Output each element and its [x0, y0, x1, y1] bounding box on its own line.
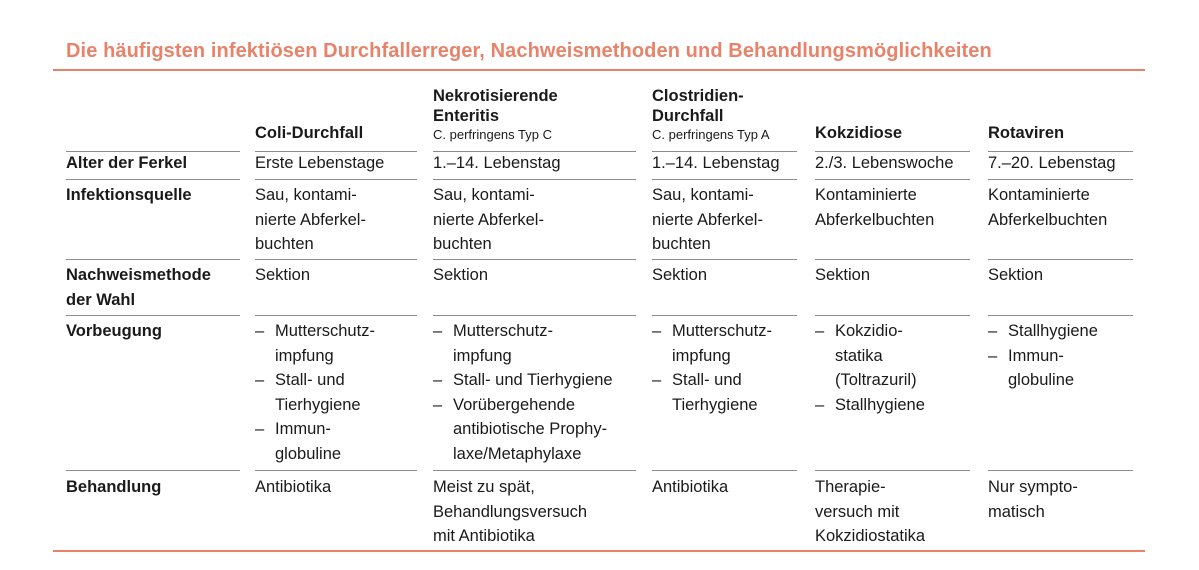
- row-label: Vorbeugung: [66, 322, 162, 340]
- column-header: [652, 86, 770, 144]
- bullet-list: [255, 319, 375, 466]
- table-cell: Kontaminierte Abferkelbuchten: [988, 186, 1108, 229]
- list-item: – Immun- globuline: [255, 417, 375, 466]
- list-item: – Stall- und Tierhygiene: [652, 368, 772, 417]
- table-title: Die häufigsten infektiösen Durchfallerreger, Nachweismethoden und Behandlungsmöglichkeiten: [66, 40, 992, 62]
- row-divider: [433, 470, 636, 471]
- table-cell: Kontaminierte Abferkelbuchten: [815, 186, 935, 229]
- bullet-list: [815, 319, 925, 417]
- row-divider: [815, 470, 970, 471]
- table-cell: Sau, kontami- nierte Abferkel- buchten: [433, 186, 544, 253]
- column-header: [433, 86, 558, 144]
- row-divider: [255, 315, 417, 316]
- column-header-subtitle: C. perfringens Typ A: [652, 127, 770, 142]
- column-header: [815, 123, 902, 143]
- table-cell: Sau, kontami- nierte Abferkel- buchten: [652, 186, 763, 253]
- table-cell: Antibiotika: [652, 478, 729, 496]
- row-label: Alter der Ferkel: [66, 154, 188, 172]
- bullet-list: [652, 319, 772, 417]
- row-divider: [815, 179, 970, 180]
- list-item: – Immun- globuline: [988, 344, 1098, 393]
- table-cell: 1.–14. Lebenstag: [652, 154, 780, 172]
- row-label: Infektionsquelle: [66, 186, 192, 204]
- table-cell: Sektion: [255, 266, 311, 284]
- list-item: – Stallhygiene: [815, 393, 925, 418]
- row-divider: [988, 470, 1133, 471]
- list-item: – Mutterschutz- impfung: [433, 319, 613, 368]
- column-header-name: Coli-Durchfall: [255, 124, 364, 142]
- row-divider: [652, 179, 797, 180]
- table-cell: Therapie- versuch mit Kokzidiostatika: [815, 478, 926, 545]
- table-cell: 7.–20. Lebenstag: [988, 154, 1116, 172]
- column-header-name: Nekrotisierende Enteritis: [433, 87, 558, 125]
- column-header: [255, 123, 363, 143]
- row-divider: [652, 259, 797, 260]
- list-item: – Mutterschutz- impfung: [652, 319, 772, 368]
- column-header-name: Clostridien- Durchfall: [652, 87, 744, 125]
- table-cell: Erste Lebenstage: [255, 154, 385, 172]
- row-divider: [433, 315, 636, 316]
- row-divider: [652, 315, 797, 316]
- list-item: – Vorübergehende antibiotische Prophy- laxe/Metaphylaxe: [433, 393, 613, 467]
- row-divider: [255, 179, 417, 180]
- column-header: [988, 123, 1064, 143]
- row-divider: [255, 470, 417, 471]
- column-header-subtitle: C. perfringens Typ C: [433, 127, 552, 142]
- list-item: – Stall- und Tierhygiene: [255, 368, 375, 417]
- row-label: Nachweismethode der Wahl: [66, 266, 211, 309]
- row-divider: [652, 470, 797, 471]
- column-header-name: Rotaviren: [988, 124, 1065, 142]
- row-divider: [988, 179, 1133, 180]
- list-item: – Kokzidio- statika (Toltrazuril): [815, 319, 925, 393]
- top-rule: [53, 69, 1145, 71]
- row-label: Behandlung: [66, 478, 162, 496]
- list-item: – Mutterschutz- impfung: [255, 319, 375, 368]
- row-divider: [66, 315, 240, 316]
- table-cell: Sau, kontami- nierte Abferkel- buchten: [255, 186, 366, 253]
- row-divider: [433, 179, 636, 180]
- table-cell: 2./3. Lebenswoche: [815, 154, 954, 172]
- table-cell: Meist zu spät, Behandlungsversuch mit Antibiotika: [433, 478, 588, 545]
- row-divider: [815, 315, 970, 316]
- row-divider: [255, 259, 417, 260]
- list-item: – Stall- und Tierhygiene: [433, 368, 613, 393]
- row-divider: [988, 315, 1133, 316]
- table-cell: Sektion: [988, 266, 1044, 284]
- row-divider: [815, 259, 970, 260]
- row-divider: [988, 259, 1133, 260]
- table-cell: Sektion: [815, 266, 871, 284]
- list-item: – Stallhygiene: [988, 319, 1098, 344]
- table-cell: Sektion: [433, 266, 489, 284]
- row-divider: [66, 259, 240, 260]
- bullet-list: [988, 319, 1098, 393]
- row-divider: [66, 179, 240, 180]
- column-header-name: Kokzidiose: [815, 124, 903, 142]
- table-cell: Sektion: [652, 266, 708, 284]
- table-cell: Nur sympto- matisch: [988, 478, 1078, 521]
- row-divider: [66, 470, 240, 471]
- bottom-rule: [53, 550, 1145, 552]
- bullet-list: [433, 319, 613, 466]
- row-divider: [433, 259, 636, 260]
- table-cell: Antibiotika: [255, 478, 332, 496]
- table-cell: 1.–14. Lebenstag: [433, 154, 561, 172]
